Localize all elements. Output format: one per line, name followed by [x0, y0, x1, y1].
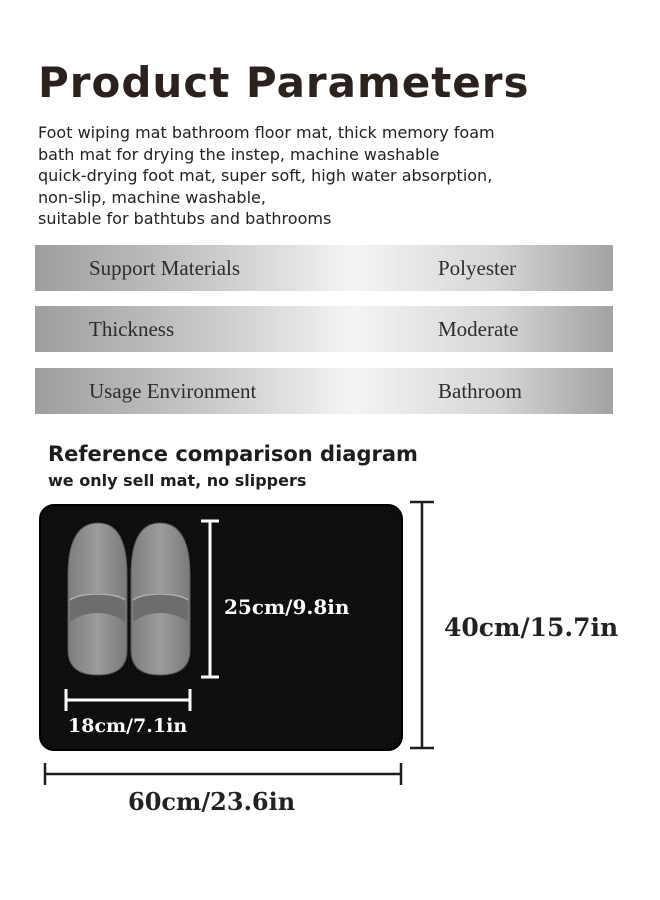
param-value: Moderate: [438, 317, 519, 341]
mat-width-label: 60cm/23.6in: [128, 787, 296, 816]
param-value: Bathroom: [438, 379, 522, 403]
param-row-environment: [35, 368, 613, 414]
param-row-material: [35, 245, 613, 291]
slipper-height-label: 25cm/9.8in: [224, 595, 350, 619]
param-label: Support Materials: [89, 256, 241, 280]
param-value: Polyester: [438, 256, 517, 280]
description-line: non-slip, machine washable,: [38, 187, 266, 207]
param-label: Thickness: [89, 317, 175, 341]
mat-height-label: 40cm/15.7in: [444, 613, 619, 642]
reference-subtitle: we only sell mat, no slippers: [48, 471, 307, 490]
mat-height-dimension: [410, 502, 434, 748]
product-description: [38, 122, 628, 230]
left-slipper: [68, 523, 127, 675]
mat-width-dimension: [45, 763, 401, 785]
right-slipper: [131, 523, 190, 675]
description-line: Foot wiping mat bathroom floor mat, thick memory foam: [38, 123, 495, 142]
reference-title: Reference comparison diagram: [48, 442, 418, 466]
slipper-width-label: 18cm/7.1in: [68, 715, 188, 737]
comparison-diagram: [0, 490, 660, 900]
description-line: quick-drying foot mat, super soft, high water absorption,: [38, 166, 493, 185]
description-line: bath mat for drying the instep, machine washable: [38, 144, 440, 164]
param-row-thickness: [35, 306, 613, 352]
param-label: Usage Environment: [89, 379, 257, 403]
page-title: Product Parameters: [38, 58, 530, 107]
description-line: suitable for bathtubs and bathrooms: [38, 209, 332, 228]
